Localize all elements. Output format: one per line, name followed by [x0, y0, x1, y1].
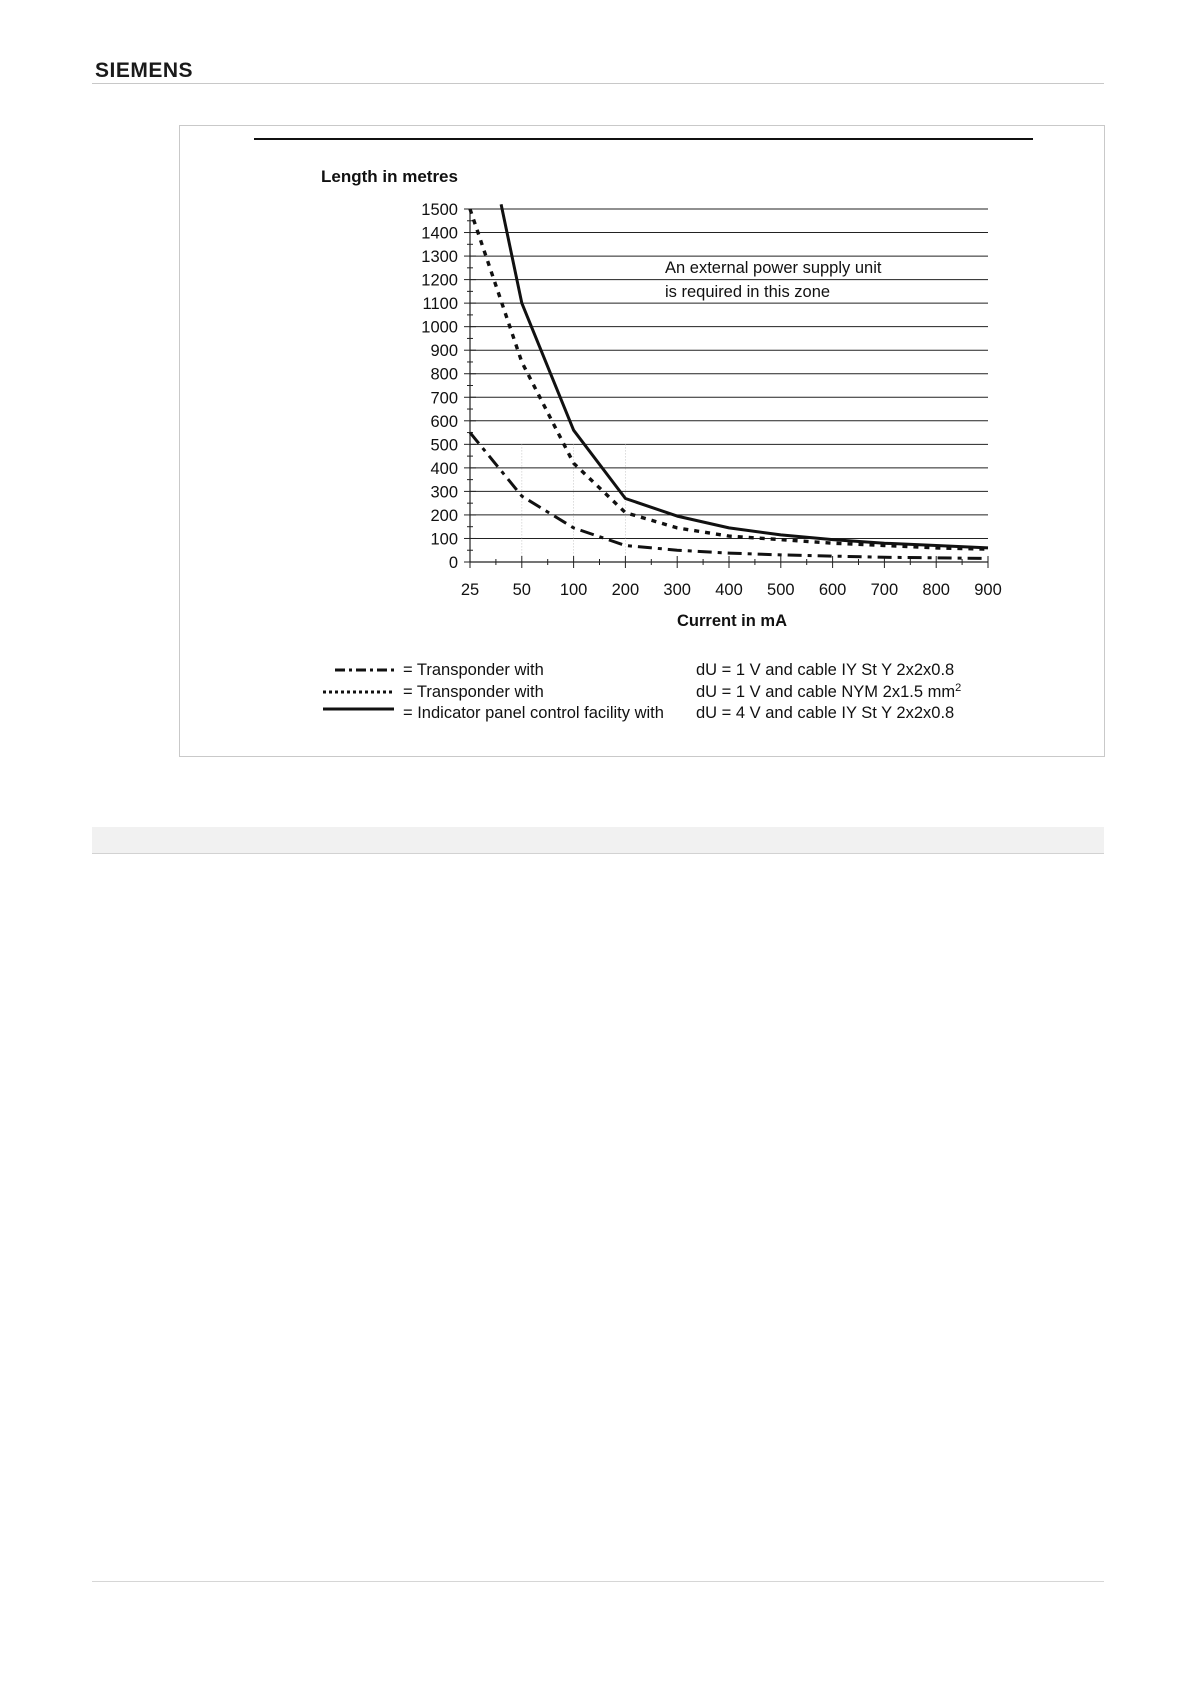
chart-legend [323, 661, 961, 722]
y-tick-label: 1000 [421, 318, 458, 337]
y-tick-label: 400 [430, 459, 458, 478]
y-tick-label: 200 [430, 506, 458, 525]
x-tick-label: 400 [715, 581, 743, 599]
y-tick-label: 1400 [421, 224, 458, 243]
footer-divider [92, 1581, 1104, 1582]
annotation-line-1: An external power supply unit [665, 259, 882, 277]
legend-condition-dotted [696, 682, 961, 701]
annotation-line-2: is required in this zone [665, 283, 831, 301]
y-tick-label: 300 [430, 483, 458, 502]
y-tick-label: 1300 [421, 248, 458, 267]
legend-label-dotted: = Transponder with [403, 683, 544, 701]
section-heading-bar [92, 827, 1104, 854]
x-tick-label: 600 [818, 581, 847, 599]
y-tick-label: 1200 [421, 271, 458, 290]
y-axis-title: Length in metres [321, 167, 458, 186]
y-tick-label: 700 [430, 389, 458, 408]
legend-label-dashdot: = Transponder with [403, 661, 544, 679]
x-tick-label: 25 [460, 581, 480, 599]
cable-length-chart [180, 126, 1104, 756]
x-tick-label: 900 [974, 581, 1002, 599]
x-tick-label: 700 [870, 581, 899, 599]
x-tick-label: 300 [663, 581, 691, 599]
y-tick-label: 800 [430, 365, 458, 384]
x-tick-label: 100 [559, 581, 588, 599]
x-tick-label: 50 [512, 581, 531, 599]
legend-condition-dashdot: dU = 1 V and cable IY St Y 2x2x0.8 [696, 661, 955, 679]
legend-label-solid: = Indicator panel control facility with [403, 704, 664, 722]
y-tick-label: 500 [430, 436, 458, 455]
y-tick-label: 1500 [421, 201, 458, 219]
x-tick-label: 500 [767, 581, 795, 599]
y-tick-label: 100 [430, 530, 458, 549]
legend-condition-dotted-sup: 2 [955, 682, 962, 694]
y-tick-label: 900 [430, 342, 458, 361]
chart-frame [179, 125, 1105, 757]
series-line-dashdot [470, 433, 988, 559]
y-tick-label: 600 [430, 412, 458, 431]
x-tick-label: 800 [922, 581, 950, 599]
header-divider [92, 83, 1104, 84]
siemens-logo: SIEMENS [95, 59, 194, 82]
x-axis-title: Current in mA [676, 612, 788, 630]
legend-condition-solid: dU = 4 V and cable IY St Y 2x2x0.8 [696, 704, 955, 722]
y-tick-label: 0 [448, 554, 458, 572]
x-tick-label: 200 [611, 581, 640, 599]
y-tick-label: 1100 [422, 295, 458, 314]
legend-condition-dotted-main: dU = 1 V and cable NYM 2x1.5 mm [696, 683, 956, 701]
